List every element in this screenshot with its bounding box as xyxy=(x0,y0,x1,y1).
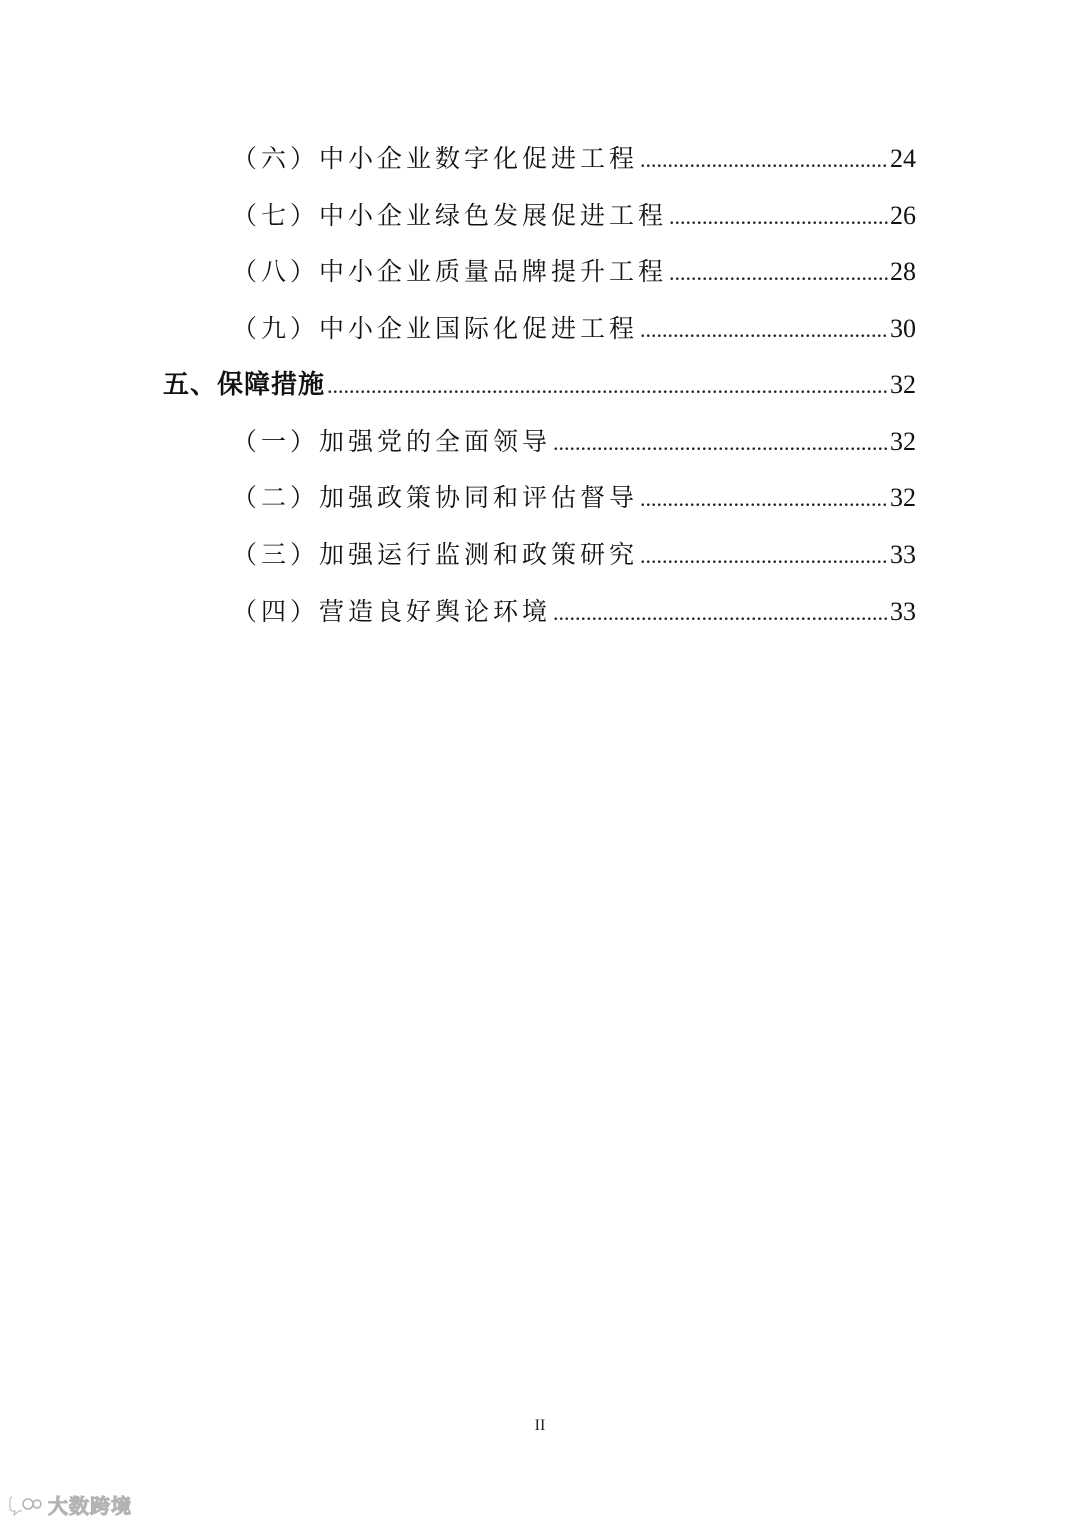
toc-entry-page: 24 xyxy=(890,144,916,173)
toc-dot-leader xyxy=(640,310,888,350)
page-number: II xyxy=(534,1417,546,1434)
toc-dot-leader xyxy=(327,366,888,406)
toc-dot-leader xyxy=(640,479,888,519)
toc-entry[interactable] xyxy=(232,535,916,575)
toc-entry[interactable] xyxy=(232,592,916,632)
speech-bubble-logo-icon xyxy=(8,1494,42,1516)
toc-entry-title: 五、保障措施 xyxy=(163,370,326,400)
toc-dot-leader xyxy=(640,536,888,576)
toc-dot-leader xyxy=(669,197,888,237)
watermark xyxy=(8,1490,132,1519)
toc-entry[interactable] xyxy=(232,139,916,179)
toc-entry-page: 32 xyxy=(890,483,916,512)
toc-entry[interactable] xyxy=(232,196,916,236)
toc-entry[interactable] xyxy=(232,252,916,292)
toc-entry-page: 32 xyxy=(890,427,916,456)
toc-entry-title: （三）加强运行监测和政策研究 xyxy=(232,540,639,569)
toc-entry[interactable] xyxy=(232,309,916,349)
toc-entry-title: （四）营造良好舆论环境 xyxy=(232,597,552,626)
toc-section-entry[interactable] xyxy=(163,365,916,405)
toc-entry[interactable] xyxy=(232,422,916,462)
toc-entry-page: 33 xyxy=(890,540,916,569)
toc-entry-title: （六）中小企业数字化促进工程 xyxy=(232,144,639,173)
toc-dot-leader xyxy=(553,593,888,633)
toc-entry[interactable] xyxy=(232,478,916,518)
toc-entry-page: 26 xyxy=(890,201,916,230)
toc-dot-leader xyxy=(553,423,888,463)
toc-dot-leader xyxy=(640,140,888,180)
toc-entry-title: （一）加强党的全面领导 xyxy=(232,427,552,456)
toc-entry-title: （七）中小企业绿色发展促进工程 xyxy=(232,201,668,230)
toc-entry-page: 30 xyxy=(890,314,916,343)
toc-entry-page: 32 xyxy=(890,370,916,399)
toc-entry-title: （八）中小企业质量品牌提升工程 xyxy=(232,257,668,286)
toc-entry-title: （二）加强政策协同和评估督导 xyxy=(232,483,639,512)
toc-entry-page: 28 xyxy=(890,257,916,286)
toc-entry-title: （九）中小企业国际化促进工程 xyxy=(232,314,639,343)
toc-entry-page: 33 xyxy=(890,597,916,626)
watermark-text: 大数跨境 xyxy=(48,1494,132,1518)
toc-dot-leader xyxy=(669,253,888,293)
